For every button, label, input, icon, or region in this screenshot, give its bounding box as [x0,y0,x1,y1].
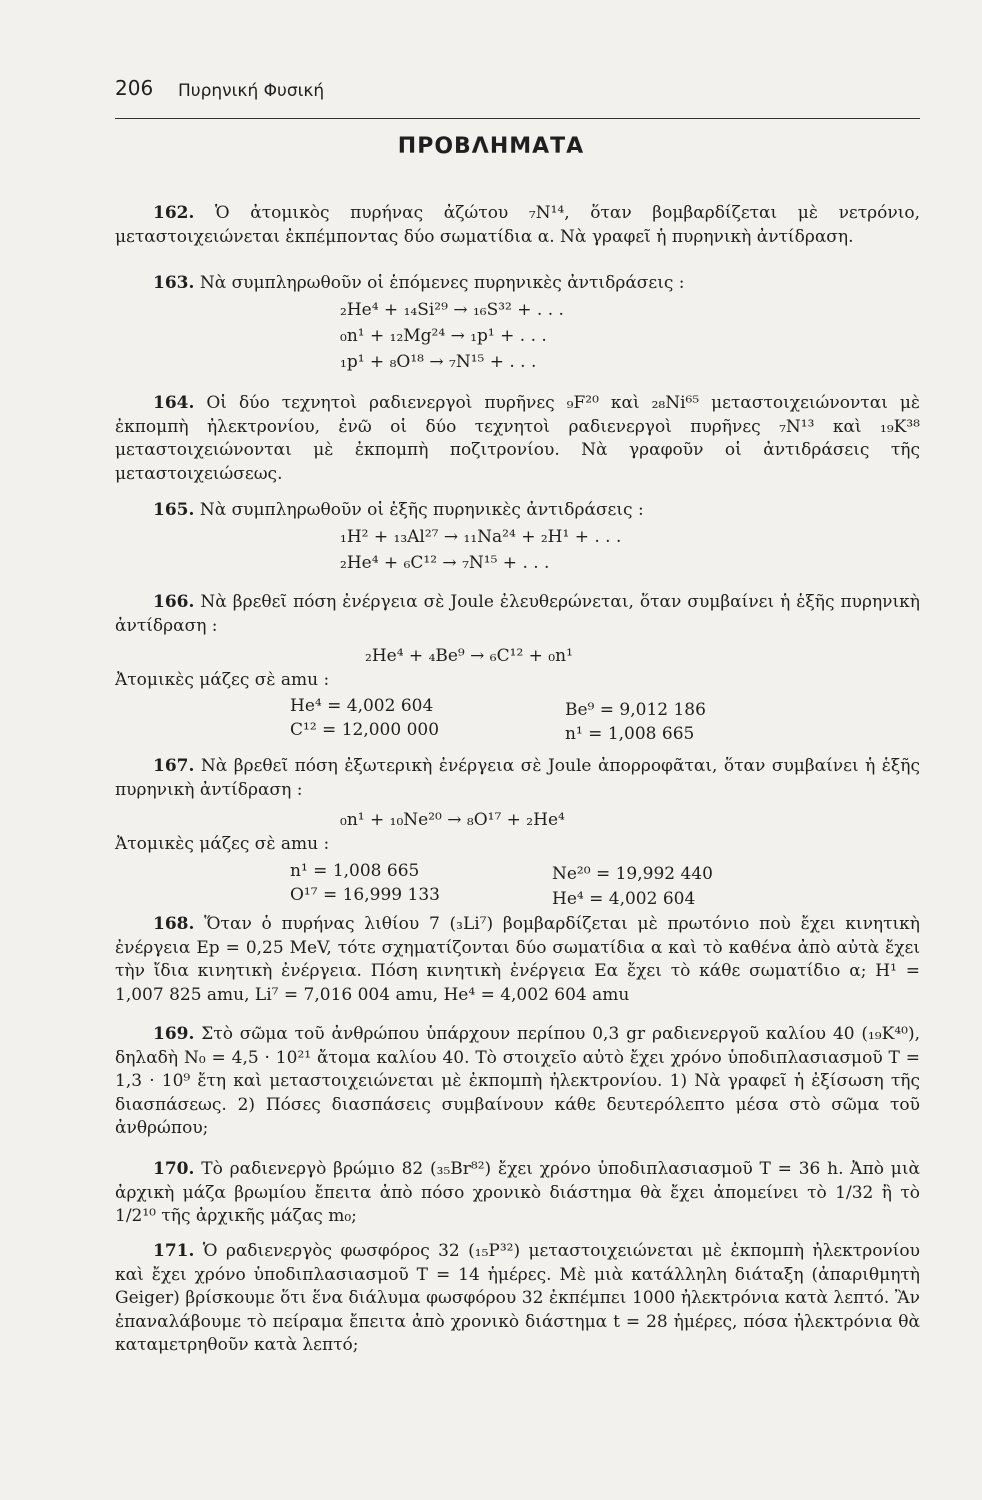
problem-168 [115,913,920,1007]
equation: ₀n¹ + ₁₂Mg²⁴ → ₁p¹ + . . . [340,326,547,346]
problem-number: 170. [153,1159,195,1179]
problem-166 [115,591,920,638]
problem-number: 162. [153,203,195,223]
problem-number: 164. [153,393,195,413]
mass-value: n¹ = 1,008 665 [290,861,420,881]
equation: ₂He⁴ + ₆C¹² → ₇N¹⁵ + . . . [340,553,550,573]
problem-text: Στὸ σῶμα τοῦ ἀνθρώπου ὑπάρχουν περίπου 0,3 gr ραδιενεργοῦ καλίου 40 (₁₉K⁴⁰), δηλαδὴ N₀ = 4,5 · 10²¹ ἄτομα καλίου 40. Τὸ στοιχεῖο αὐτὸ ἔχει χρόνο ὑποδιπλασιασμοῦ T = 1,3 · 10⁹ ἔτη καὶ μεταστοιχειώνεται μὲ ἐκπομπὴ ἠλεκτρονίου. 1) Νὰ γραφεῖ ἡ ἐξίσωση τῆς διασπάσεως. 2) Πόσες διασπάσεις συμβαίνουν κάθε δευτερόλεπτο μέσα στὸ σῶμα τοῦ ἀνθρώπου; [115,1024,920,1138]
equation: ₂He⁴ + ₄Be⁹ → ₆C¹² + ₀n¹ [365,646,573,666]
equation: ₀n¹ + ₁₀Ne²⁰ → ₈O¹⁷ + ₂He⁴ [340,810,565,830]
running-title: Πυρηνική Φυσική [178,81,325,101]
mass-value: C¹² = 12,000 000 [290,720,440,740]
problem-number: 171. [153,1241,195,1261]
mass-value: Ne²⁰ = 19,992 440 [552,864,713,884]
mass-value: He⁴ = 4,002 604 [552,889,696,909]
mass-value: n¹ = 1,008 665 [565,724,695,744]
problem-163 [115,272,920,296]
problem-171 [115,1240,920,1358]
header-rule [115,118,920,119]
masses-label: Ἀτομικὲς μάζες σὲ amu : [115,834,330,854]
problem-text: Ὁ ἀτομικὸς πυρήνας ἀζώτου ₇N¹⁴, ὅταν βομβαρδίζεται μὲ νετρόνιο, μεταστοιχειώνεται ἐκπέμποντας δύο σωματίδια α. Νὰ γραφεῖ ἡ πυρηνικὴ ἀντίδραση. [115,203,920,247]
problem-text: Νὰ βρεθεῖ πόση ἐνέργεια σὲ Joule ἐλευθερώνεται, ὅταν συμβαίνει ἡ ἑξῆς πυρηνικὴ ἀντίδραση : [115,592,920,636]
problem-text: Νὰ συμπληρωθοῦν οἱ ἑπόμενες πυρηνικὲς ἀντιδράσεις : [199,273,685,293]
problem-text: Τὸ ραδιενεργὸ βρώμιο 82 (₃₅Br⁸²) ἔχει χρόνο ὑποδιπλασιασμοῦ T = 36 h. Ἀπὸ μιὰ ἀρχικὴ μάζα βρωμίου ἔπειτα ἀπὸ πόσο χρονικὸ διάστημα θὰ ἔχει ἀπομείνει τὸ 1/32 ἢ τὸ 1/2¹⁰ τῆς ἀρχικῆς μάζας m₀; [115,1159,921,1226]
problem-number: 165. [153,500,195,520]
problem-169 [115,1023,920,1141]
problem-number: 163. [153,273,195,293]
mass-value: O¹⁷ = 16,999 133 [290,885,440,905]
problem-text: Ὁ ραδιενεργὸς φωσφόρος 32 (₁₅P³²) μεταστοιχειώνεται μὲ ἐκπομπὴ ἠλεκτρονίου καὶ ἔχει χρόνο ὑποδιπλασιασμοῦ T = 14 ἡμέρες. Μὲ μιὰ κατάλληλη διάταξη (ἀπαριθμητὴ Geiger) βρίσκουμε ὅτι ἕνα διάλυμα φωσφόρου 32 ἐκπέμπει 1000 ἠλεκτρόνια κατὰ λεπτό. Ἂν ἐπαναλάβουμε τὸ πείραμα ἔπειτα ἀπὸ χρονικὸ διάστημα t = 28 ἡμέρες, πόσα ἠλεκτρόνια θὰ καταμετρηθοῦν κατὰ λεπτό; [115,1241,921,1355]
problem-text: Ὅταν ὁ πυρήνας λιθίου 7 (₃Li⁷) βομβαρδίζεται μὲ πρωτόνιο ποὺ ἔχει κινητικὴ ἐνέργεια Ep = 0,25 MeV, τότε σχηματίζονται δύο σωματίδια α καὶ τὸ καθένα ἀπὸ αὐτὰ ἔχει τὴν ἴδια κινητικὴ ἐνέργεια. Πόση κινητικὴ ἐνέργεια Eα ἔχει τὸ κάθε σωματίδιο α; H¹ = 1,007 825 amu, Li⁷ = 7,016 004 amu, He⁴ = 4,002 604 amu [115,914,920,1005]
problem-text: Οἱ δύο τεχνητοὶ ραδιενεργοὶ πυρῆνες ₉F²⁰ καὶ ₂₈Ni⁶⁵ μεταστοιχειώνονται μὲ ἐκπομπὴ ἠλεκτρονίου, ἐνῶ οἱ δύο τεχνητοὶ ραδιενεργοὶ πυρῆνες ₇N¹³ καὶ ₁₉K³⁸ μεταστοιχειώνονται μὲ ἐκπομπὴ ποζιτρονίου. Νὰ γραφοῦν οἱ ἀντιδράσεις τῆς μεταστοιχειώσεως. [115,393,920,484]
problem-165 [115,499,920,523]
section-title: ΠΡΟΒΛΗΜΑΤΑ [397,134,585,159]
equation: ₁p¹ + ₈O¹⁸ → ₇N¹⁵ + . . . [340,352,537,372]
problem-text: Νὰ βρεθεῖ πόση ἐξωτερικὴ ἐνέργεια σὲ Joule ἀπορροφᾶται, ὅταν συμβαίνει ἡ ἑξῆς πυρηνικὴ ἀντίδραση : [115,756,920,800]
problem-number: 168. [153,914,195,934]
mass-value: Be⁹ = 9,012 186 [565,700,706,720]
problem-number: 167. [153,756,195,776]
problem-162 [115,202,920,249]
problem-164 [115,392,920,486]
problem-number: 169. [153,1024,195,1044]
mass-value: He⁴ = 4,002 604 [290,696,434,716]
page-number: 206 [115,76,154,100]
problem-167 [115,755,920,802]
masses-label: Ἀτομικὲς μάζες σὲ amu : [115,670,330,690]
equation: ₁H² + ₁₃Al²⁷ → ₁₁Na²⁴ + ₂H¹ + . . . [340,527,622,547]
problem-number: 166. [153,592,195,612]
page-header [115,70,920,120]
problem-170 [115,1158,920,1229]
problem-text: Νὰ συμπληρωθοῦν οἱ ἑξῆς πυρηνικὲς ἀντιδράσεις : [199,500,644,520]
equation: ₂He⁴ + ₁₄Si²⁹ → ₁₆S³² + . . . [340,300,564,320]
